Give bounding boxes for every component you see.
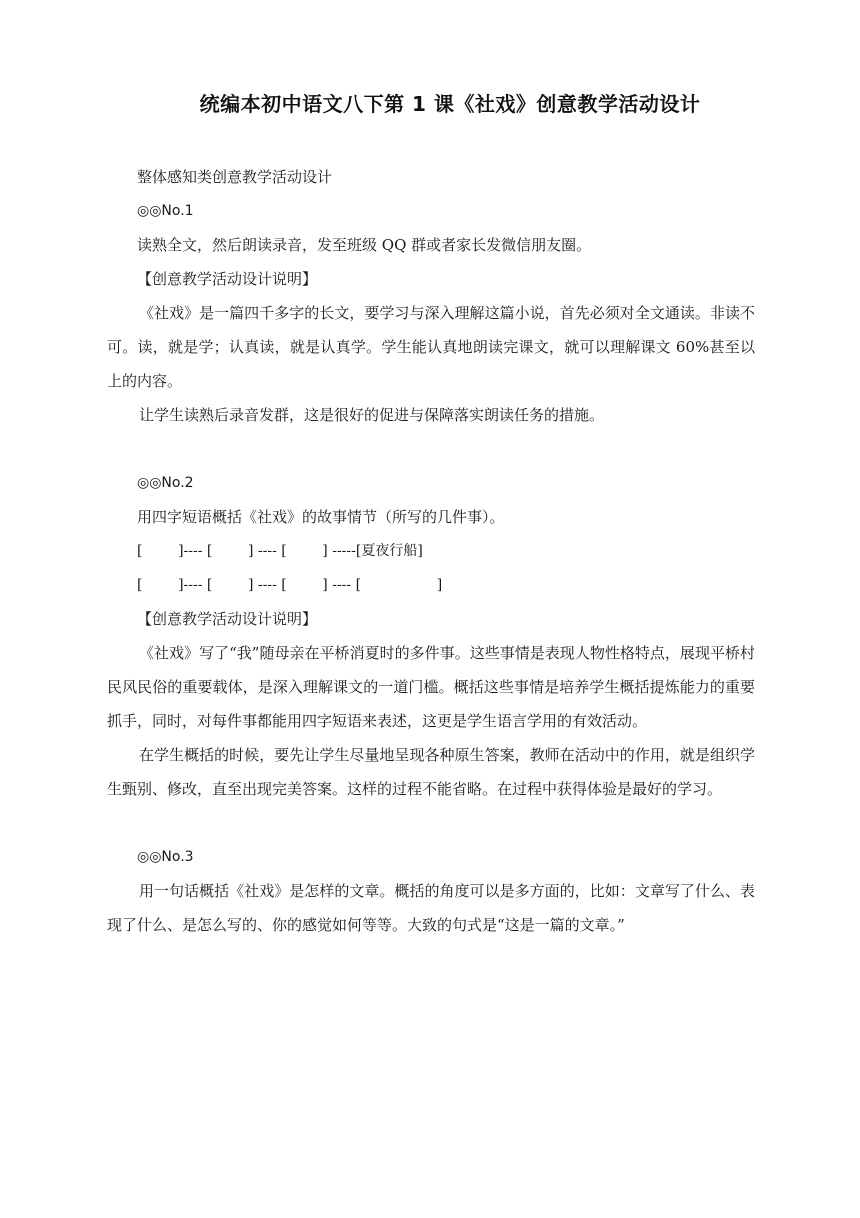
spacer xyxy=(107,432,755,466)
activity-task: 读熟全文，然后朗读录音，发至班级 QQ 群或者家长发微信朋友圈。 xyxy=(137,236,592,254)
activity-number: ◎◎No.2 xyxy=(137,475,194,491)
document-title: 统编本初中语文八下第 1 课《社戏》创意教学活动设计 xyxy=(199,92,701,116)
section-heading: 整体感知类创意教学活动设计 xyxy=(137,168,333,186)
fill-in-blank-row: [ ]---- [ ] ---- [ ] -----[夏夜行船] xyxy=(137,543,423,559)
document-body xyxy=(107,160,755,942)
design-note-paragraph: 让学生读熟后录音发群，这是很好的促进与保障落实朗读任务的措施。 xyxy=(139,406,605,424)
design-note-label: 【创意教学活动设计说明】 xyxy=(137,270,318,288)
design-note-paragraph: 《社戏》是一篇四千多字的长文，要学习与深入理解这篇小说，首先必须对全文通读。非读不可。读，就是学；认真读，就是认真学。学生能认真地朗读完课文，就可以理解课文 60%甚至以上的内容。 xyxy=(107,304,755,390)
design-note-label: 【创意教学活动设计说明】 xyxy=(137,610,318,628)
activity-number: ◎◎No.1 xyxy=(137,203,194,219)
activity-task: 用四字短语概括《社戏》的故事情节（所写的几件事）。 xyxy=(137,508,505,526)
activity-task-paragraph: 用一句话概括《社戏》是怎样的文章。概括的角度可以是多方面的，比如：文章写了什么、表现了什么、是怎么写的、你的感觉如何等等。大致的句式是“这是一篇的文章。” xyxy=(107,882,755,934)
fill-in-blank-row: [ ]---- [ ] ---- [ ] ---- [ ] xyxy=(137,577,443,593)
design-note-paragraph: 在学生概括的时候，要先让学生尽量地呈现各种原生答案，教师在活动中的作用，就是组织学生甄别、修改，直至出现完美答案。这样的过程不能省略。在过程中获得体验是最好的学习。 xyxy=(107,746,755,798)
activity-number: ◎◎No.3 xyxy=(137,849,194,865)
design-note-paragraph: 《社戏》写了“我”随母亲在平桥消夏时的多件事。这些事情是表现人物性格特点，展现平桥村民风民俗的重要载体，是深入理解课文的一道门槛。概括这些事情是培养学生概括提炼能力的重要抓手，同时，对每件事都能用四字短语来表述，这更是学生语言学用的有效活动。 xyxy=(107,644,755,730)
spacer xyxy=(107,806,755,840)
